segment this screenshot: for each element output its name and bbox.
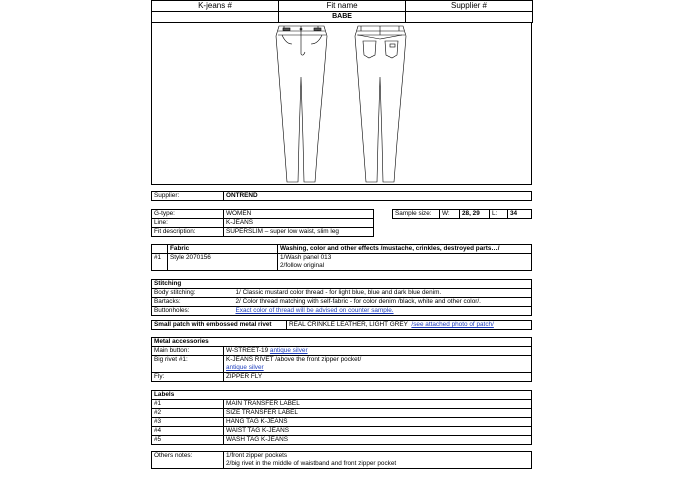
sample-w-label: W: (440, 210, 460, 219)
wash-line-2: 2/follow original (278, 262, 532, 271)
header-kjeans: K-jeans # (152, 1, 279, 12)
notes-table (151, 451, 532, 469)
header-fit-name: Fit name (279, 1, 406, 12)
header-supplier: Supplier # (406, 1, 533, 12)
fabric-table (151, 244, 532, 271)
patch-photo-link[interactable]: /see attached photo of patch/ (411, 321, 494, 328)
label-value: WAIST TAG K-JEANS (224, 427, 532, 436)
label-num: #3 (152, 418, 224, 427)
jeans-back-drawing (355, 26, 406, 182)
sample-size-label: Sample size: (393, 210, 440, 219)
label-value: WASH TAG K-JEANS (224, 436, 532, 445)
g-type-label: G-type: (152, 210, 224, 219)
label-num: #1 (152, 400, 224, 409)
body-stitching-value: 1/ Classic mustard color thread - for light blue, blue and dark blue denim. (234, 289, 532, 298)
label-value: SIZE TRANSFER LABEL (224, 409, 532, 418)
sample-l-value: 34 (508, 210, 532, 219)
line-value: K-JEANS (224, 219, 374, 228)
fly-label: Fly: (152, 373, 224, 382)
label-num: #2 (152, 409, 224, 418)
main-button-label: Main button: (152, 347, 224, 356)
jeans-front-drawing (276, 26, 327, 182)
sample-size-table (392, 209, 532, 219)
label-value: MAIN TRANSFER LABEL (224, 400, 532, 409)
wash-header: Washing, color and other effects /mustache, crinkles, destroyed parts…/ (278, 245, 532, 254)
fabric-num: #1 (152, 254, 168, 271)
labels-title: Labels (152, 391, 532, 400)
sketch-area (151, 22, 532, 185)
fabric-style: Style 2070156 (168, 254, 278, 271)
main-button-value: W-STREET-19 (226, 347, 269, 354)
stitching-title: Stitching (152, 280, 532, 289)
wash-line-1: 1/Wash panel 013 (278, 254, 532, 263)
labels-table (151, 390, 532, 445)
fly-value: ZIPPER FLY (224, 373, 532, 382)
buttonholes-value[interactable]: Exact color of thread will be advised on counter sample. (234, 307, 532, 316)
notes-label: Others notes: (152, 452, 224, 469)
metal-accessories-table (151, 337, 532, 382)
big-rivet-value: K-JEANS RIVET /above the front zipper pocket/ (224, 356, 532, 365)
bartacks-value: 2/ Color thread matching with self-fabric - for color denim /black, white and other color/. (234, 298, 532, 307)
big-rivet-finish-link[interactable]: antique silver (224, 364, 532, 373)
patch-table (151, 320, 532, 330)
notes-line-1: 1/front zipper pockets (224, 452, 532, 461)
bartacks-label: Bartacks: (152, 298, 234, 307)
metal-title: Metal accessories (152, 338, 532, 347)
fit-description-label: Fit description: (152, 228, 224, 237)
buttonholes-label: Buttonholes: (152, 307, 234, 316)
main-button-finish-link[interactable]: antique silver (269, 347, 308, 354)
fabric-header: Fabric (168, 245, 278, 254)
fit-name-value: BABE (279, 12, 406, 23)
label-value: HANG TAG K-JEANS (224, 418, 532, 427)
g-type-value: WOMEN (224, 210, 374, 219)
sample-w-value: 28, 29 (460, 210, 490, 219)
notes-line-2: 2/big rivet in the middle of waistband and front zipper pocket (224, 460, 532, 469)
body-stitching-label: Body stitching: (152, 289, 234, 298)
header-table (151, 0, 533, 23)
supplier-value: ONTREND (224, 192, 532, 201)
info-table (151, 209, 374, 237)
fit-description-value: SUPERSLIM – super low waist, slim leg (224, 228, 374, 237)
label-num: #4 (152, 427, 224, 436)
sample-l-label: L: (490, 210, 508, 219)
supplier-table (151, 191, 532, 201)
patch-value: REAL CRINKLE LEATHER, LIGHT GREY (289, 321, 408, 328)
jeans-sketch (152, 22, 533, 185)
big-rivet-label: Big rivet #1: (152, 356, 224, 373)
label-num: #5 (152, 436, 224, 445)
patch-label: Small patch with embossed metal rivet (152, 321, 287, 330)
line-label: Line: (152, 219, 224, 228)
supplier-label: Supplier: (152, 192, 224, 201)
stitching-table (151, 279, 532, 316)
